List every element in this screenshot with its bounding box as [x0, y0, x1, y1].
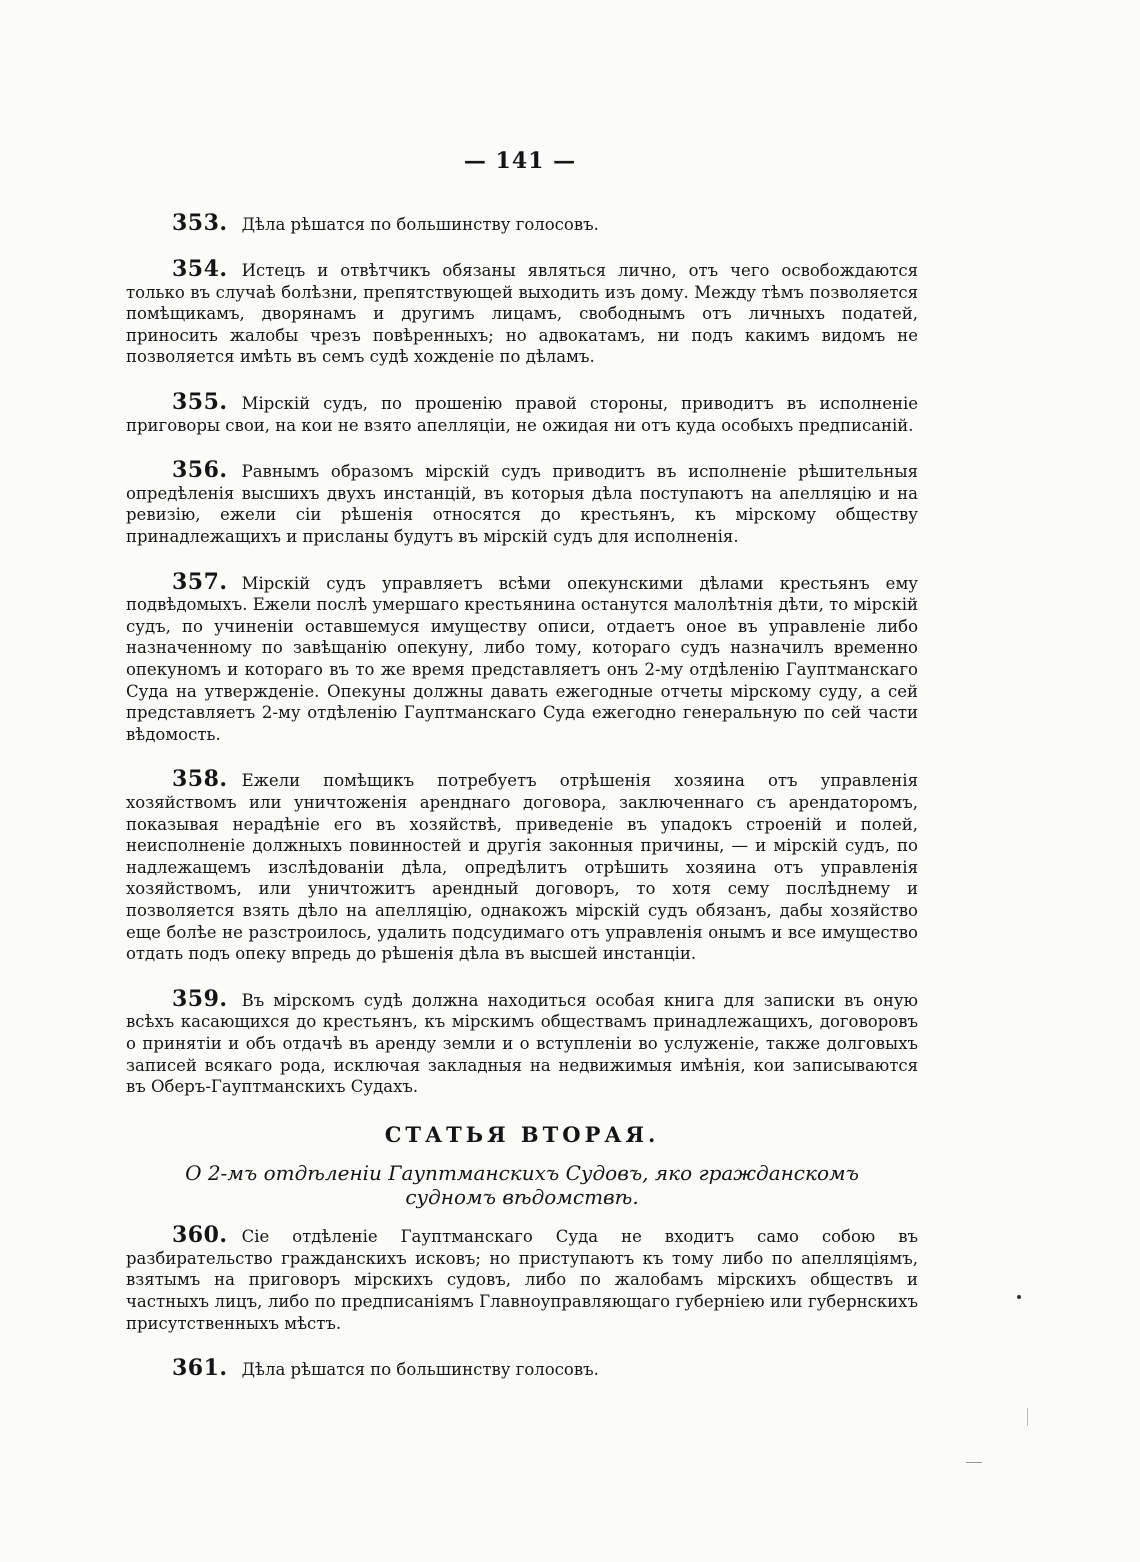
article-text: Сіе отдѣленіе Гауптманскаго Суда не входитъ само собою въ разбирательство гражданскихъ исковъ; но приступаютъ къ тому либо по апелляціямъ, взятымъ на приговоръ мірскихъ судовъ, либо по жалобамъ мірскихъ обществъ и частныхъ лицъ, либо по предписаніямъ Главноуправляющаго губерніею или губернскихъ присутственныхъ мѣстъ.: [126, 1227, 918, 1333]
article-358: [126, 766, 918, 964]
scan-mark: [1027, 1408, 1028, 1426]
article-text: Равнымъ образомъ мірскій судъ приводитъ въ исполненіе рѣшительныя опредѣленія высшихъ двухъ инстанцій, въ которыя дѣла поступаютъ на апелляцію и на ревизію, ежели сіи рѣшенія относятся до крестьянъ, къ мірскому обществу принадлежащихъ и присланы будутъ въ мірскій судъ для исполненія.: [126, 462, 918, 547]
article-number: 357.: [172, 568, 228, 595]
article-text: Въ мірскомъ судѣ должна находиться особая книга для записки въ оную всѣхъ касающихся до крестьянъ, къ мірскимъ обществамъ принадлежащихъ, договоровъ о принятіи и объ отдачѣ въ аренду земли и о вступленіи во услуженіе, также долговыхъ записей всякаго рода, исключая закладныя на недвижимыя имѣнія, кои записываются въ Оберъ-Гауптманскихъ Судахъ.: [126, 990, 918, 1097]
article-355: [126, 389, 918, 436]
page-content: [126, 196, 918, 1405]
article-number: 358.: [172, 766, 228, 793]
section-heading: СТАТЬЯ ВТОРАЯ.: [384, 1121, 660, 1147]
article-number: 359.: [172, 985, 228, 1012]
article-360: [126, 1222, 918, 1334]
article-number: 361.: [172, 1355, 228, 1382]
scan-speck: [1017, 1295, 1021, 1299]
scan-mark: [966, 1462, 982, 1463]
article-number: 356.: [172, 457, 228, 484]
article-356: [126, 457, 918, 547]
article-354: [126, 256, 918, 368]
article-359: [126, 985, 918, 1098]
article-text: Мірскій судъ, по прошенію правой стороны, приводитъ въ исполненіе приговоры свои, на кои не взято апелляціи, не ожидая ни отъ куда особыхъ предписаній.: [126, 394, 918, 435]
article-text: Истецъ и отвѣтчикъ обязаны являться лично, отъ чего освобождаются только въ случаѣ болѣзни, препятствующей выходить изъ дому. Между тѣмъ позволяется помѣщикамъ, дворянамъ и другимъ лицамъ, свободнымъ отъ личныхъ податей, приносить жалобы чрезъ повѣренныхъ; но адвокатамъ, ни подъ какимъ видомъ не позволяется имѣть въ семъ судѣ хожденіе по дѣламъ.: [126, 261, 918, 367]
article-text: Мірскій судъ управляетъ всѣми опекунскими дѣлами крестьянъ ему подвѣдомыхъ. Ежели послѣ умершаго крестьянина останутся малолѣтнія дѣти, то мірскій судъ, по учиненіи оставшемуся имуществу описи, отдаетъ оное въ управленіе либо назначенному по завѣщанію опекуну, либо тому, котораго судъ назначилъ временно опекуномъ и котораго въ то же время представляетъ онъ 2-му отдѣленію Гауптманскаго Суда на утвержденіе. Опекуны должны давать ежегодные отчеты мірскому суду, а сей представляетъ 2-му отдѣленію Гауптманскаго Суда ежегодно генеральную по сей части вѣдомость.: [126, 573, 918, 744]
article-number: 360.: [172, 1222, 228, 1249]
article-text: Дѣла рѣшатся по большинству голосовъ.: [241, 1360, 599, 1380]
article-text: Ежели помѣщикъ потребуетъ отрѣшенія хозяина отъ управленія хозяйствомъ или уничтоженія аренднаго договора, заключеннаго съ арендаторомъ, показывая нерадѣніе его въ хозяйствѣ, приведеніе въ упадокъ строеній и полей, неисполненіе должныхъ повинностей и другія законныя причины, — и мірскій судъ, по надлежащемъ изслѣдованіи дѣла, опредѣлитъ отрѣшить хозяина отъ управленія хозяйствомъ, или уничтожитъ арендный договоръ, то хотя сему послѣднему и позволяется взять дѣло на апелляцію, однакожъ мірскій судъ обязанъ, дабы хозяйство еще болѣе не разстроилось, удалить подсудимаго отъ управленія онымъ и все имущество отдать подъ опеку впредь до рѣшенія дѣла въ высшей инстанціи.: [126, 771, 918, 964]
article-353: [126, 209, 918, 236]
article-number: 353.: [172, 209, 228, 236]
article-361: [126, 1355, 918, 1382]
articles-bottom: [126, 1222, 918, 1382]
article-text: Дѣла рѣшатся по большинству голосовъ.: [241, 214, 599, 234]
article-number: 354.: [172, 256, 228, 283]
articles-top: [126, 209, 918, 1098]
page-number: — 141 —: [463, 148, 577, 174]
article-357: [126, 568, 918, 746]
article-number: 355.: [172, 389, 228, 416]
section-subtitle: О 2-мъ отдѣленіи Гауптманскихъ Судовъ, яко гражданскомъ судномъ вѣдомствѣ.: [185, 1160, 859, 1209]
